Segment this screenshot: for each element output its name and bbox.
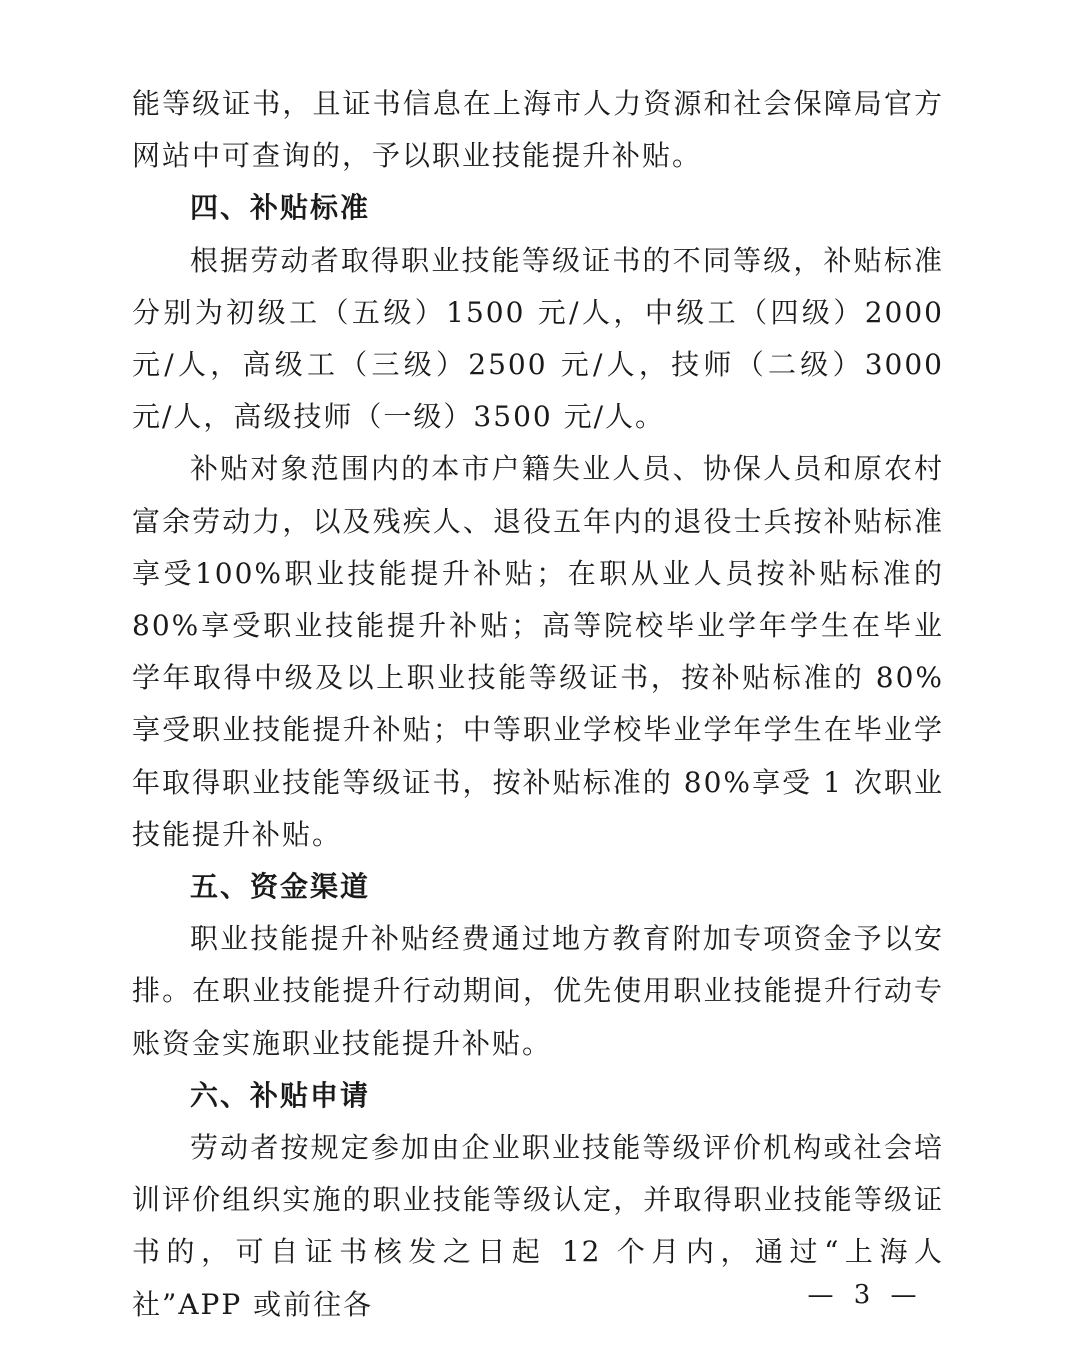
paragraph-funding: 职业技能提升补贴经费通过地方教育附加专项资金予以安排。在职业技能提升行动期间，优先使用职业技能提升行动专账资金实施职业技能提升补贴。 <box>132 922 944 1060</box>
section-heading-subsidy-standard: 四、补贴标准 <box>190 191 371 225</box>
paragraph-subsidy-eligibility: 补贴对象范围内的本市户籍失业人员、协保人员和原农村富余劳动力，以及残疾人、退役五年内的退役士兵按补贴标准享受100%职业技能提升补贴；在职从业人员按补贴标准的 80%享受职业技能提升补贴；高等院校毕业学年学生在毕业学年取得中级及以上职业技能等级证书，按补贴标准的 80%享受职业技能提升补贴；中等职业学校毕业学年学生在毕业学年取得职业技能等级证书，按补贴标准的 80%享受 1 次职业技能提升补贴。 <box>132 452 944 851</box>
paragraph-subsidy-levels: 根据劳动者取得职业技能等级证书的不同等级，补贴标准分别为初级工（五级）1500 元/人，中级工（四级）2000 元/人，高级工（三级）2500 元/人，技师（二级）3000 元/人，高级技师（一级）3500 元/人。 <box>132 243 944 434</box>
section-heading-subsidy-application: 六、补贴申请 <box>190 1078 371 1112</box>
section-heading-funding-channel: 五、资金渠道 <box>190 870 371 904</box>
document-body <box>132 78 944 1331</box>
paragraph-continuation: 能等级证书，且证书信息在上海市人力资源和社会保障局官方网站中可查询的，予以职业技能提升补贴。 <box>132 87 944 173</box>
page-number: — 3 — <box>807 1280 923 1310</box>
paragraph-application: 劳动者按规定参加由企业职业技能等级评价机构或社会培训评价组织实施的职业技能等级认定，并取得职业技能等级证书的，可自证书核发之日起 12 个月内，通过“上海人社”APP 或前往各 <box>132 1131 944 1321</box>
